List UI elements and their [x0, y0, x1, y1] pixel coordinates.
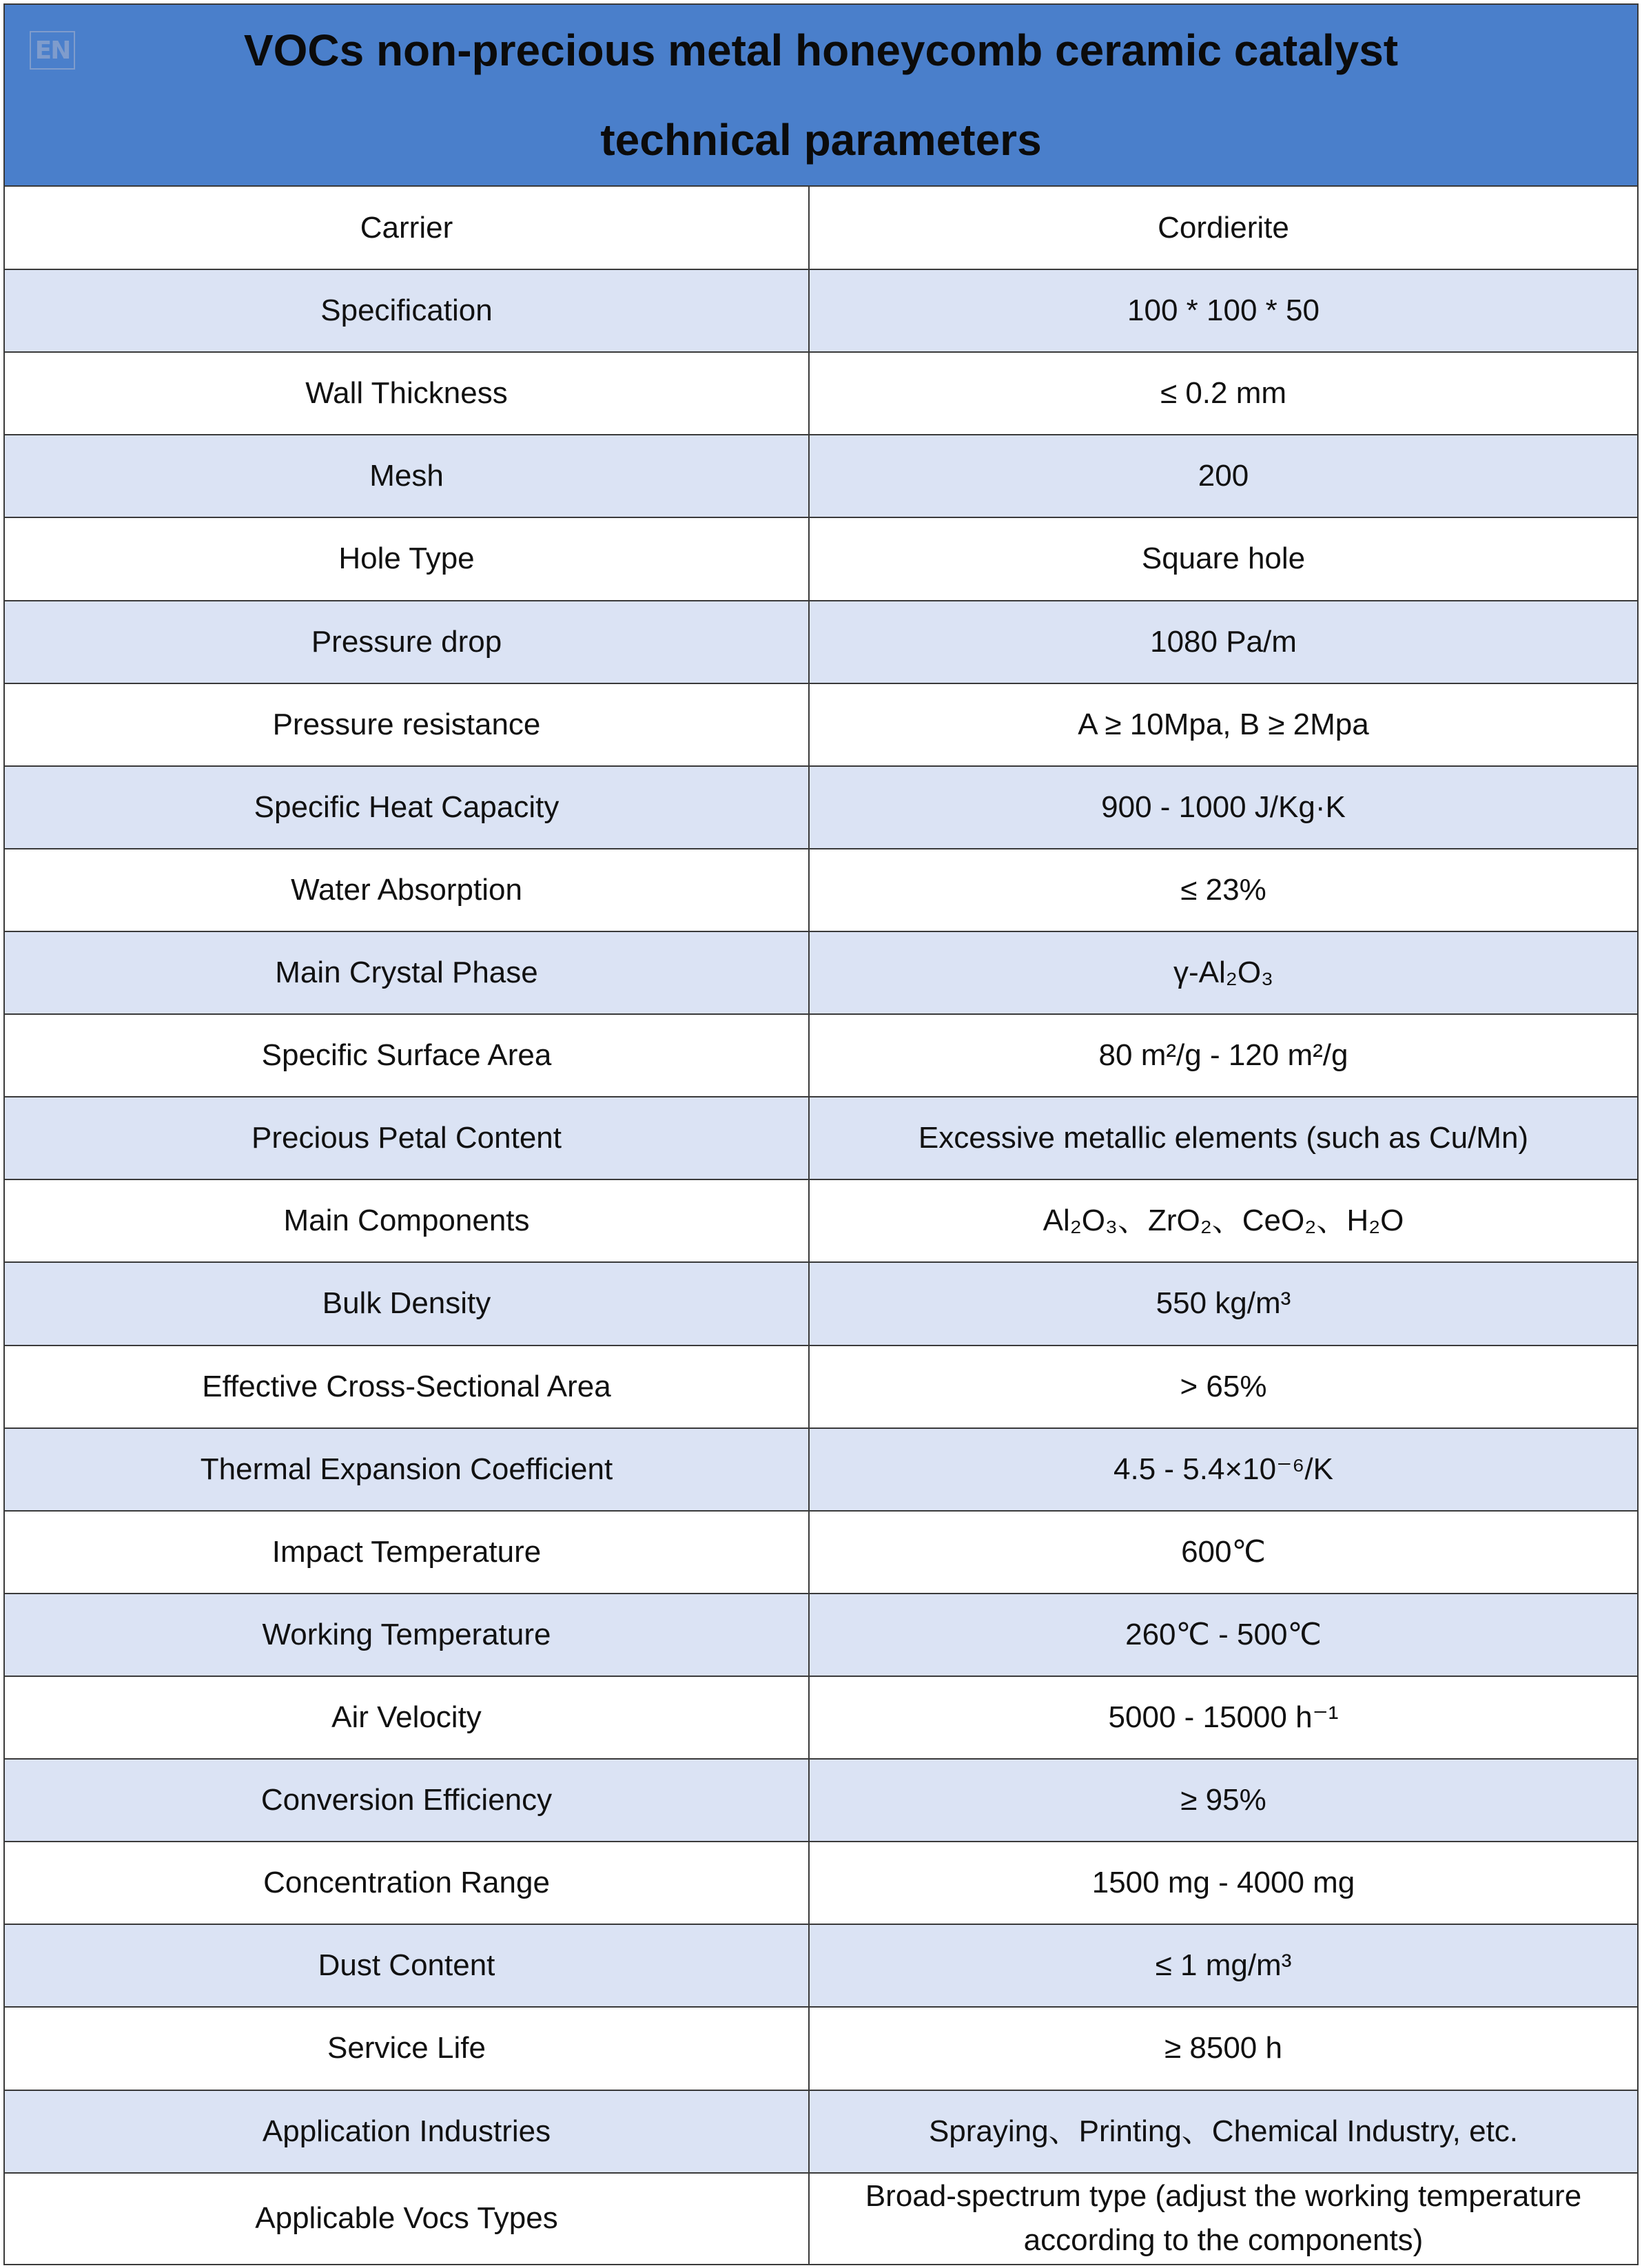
param-label: Working Temperature: [5, 1594, 809, 1676]
param-value: ≥ 95%: [809, 1759, 1637, 1842]
table-row: [5, 1097, 1637, 1179]
param-label: Carrier: [5, 187, 809, 269]
param-label: Conversion Efficiency: [5, 1759, 809, 1842]
param-label: Specification: [5, 269, 809, 352]
table-row: [5, 435, 1637, 517]
table-row: [5, 1924, 1637, 2007]
param-value: Cordierite: [809, 187, 1637, 269]
param-value: ≤ 1 mg/m³: [809, 1924, 1637, 2007]
param-label: Bulk Density: [5, 1262, 809, 1345]
param-label: Precious Petal Content: [5, 1097, 809, 1179]
table-row: [5, 269, 1637, 352]
param-label: Concentration Range: [5, 1842, 809, 1924]
table-row: [5, 683, 1637, 766]
table-row: [5, 1759, 1637, 1842]
param-label: Applicable Vocs Types: [5, 2173, 809, 2264]
table-row: [5, 931, 1637, 1014]
param-label: Specific Surface Area: [5, 1014, 809, 1097]
table-row: [5, 1262, 1637, 1345]
param-label: Thermal Expansion Coefficient: [5, 1428, 809, 1511]
param-value: Al₂O₃、ZrO₂、CeO₂、H₂O: [809, 1179, 1637, 1262]
param-label: Main Crystal Phase: [5, 931, 809, 1014]
param-value: 900 - 1000 J/Kg·K: [809, 766, 1637, 849]
table-row: [5, 766, 1637, 849]
param-label: Dust Content: [5, 1924, 809, 2007]
table-row: [5, 849, 1637, 931]
param-value: 600℃: [809, 1511, 1637, 1594]
table-row: [5, 1594, 1637, 1676]
title-line-1: VOCs non-precious metal honeycomb ceramic catalyst: [243, 25, 1399, 75]
param-value: 100 * 100 * 50: [809, 269, 1637, 352]
param-label: Application Industries: [5, 2090, 809, 2173]
table-row: [5, 517, 1637, 600]
param-value: 200: [809, 435, 1637, 517]
table-row: [5, 1676, 1637, 1759]
param-value: Excessive metallic elements (such as Cu/Mn): [809, 1097, 1637, 1179]
param-label: Pressure resistance: [5, 683, 809, 766]
param-label: Pressure drop: [5, 601, 809, 683]
param-value: 4.5 - 5.4×10⁻⁶/K: [809, 1428, 1637, 1511]
en-logo-icon: EN: [30, 31, 75, 70]
param-value: 1500 mg - 4000 mg: [809, 1842, 1637, 1924]
parameters-table: [5, 187, 1637, 2264]
table-row: [5, 352, 1637, 435]
table-row: [5, 2173, 1637, 2264]
table-row: [5, 187, 1637, 269]
table-row: [5, 1842, 1637, 1924]
param-value: Broad-spectrum type (adjust the working temperature according to the components): [809, 2173, 1637, 2264]
table-row: [5, 1428, 1637, 1511]
param-label: Wall Thickness: [5, 352, 809, 435]
title-banner: [5, 5, 1637, 187]
param-value: 80 m²/g - 120 m²/g: [809, 1014, 1637, 1097]
param-value: ≤ 23%: [809, 849, 1637, 931]
table-row: [5, 1511, 1637, 1594]
param-label: Specific Heat Capacity: [5, 766, 809, 849]
param-label: Effective Cross-Sectional Area: [5, 1346, 809, 1428]
param-value: γ-Al₂O₃: [809, 931, 1637, 1014]
param-value: 550 kg/m³: [809, 1262, 1637, 1345]
table-row: [5, 2007, 1637, 2090]
param-label: Hole Type: [5, 517, 809, 600]
param-label: Main Components: [5, 1179, 809, 1262]
param-label: Mesh: [5, 435, 809, 517]
param-value: 5000 - 15000 h⁻¹: [809, 1676, 1637, 1759]
table-row: [5, 1179, 1637, 1262]
table-row: [5, 1014, 1637, 1097]
table-row: [5, 1346, 1637, 1428]
param-value: Square hole: [809, 517, 1637, 600]
param-label: Service Life: [5, 2007, 809, 2090]
param-value: 260℃ - 500℃: [809, 1594, 1637, 1676]
param-value: ≥ 8500 h: [809, 2007, 1637, 2090]
param-label: Water Absorption: [5, 849, 809, 931]
parameter-sheet: [3, 3, 1639, 2265]
table-row: [5, 601, 1637, 683]
param-value: > 65%: [809, 1346, 1637, 1428]
param-value: 1080 Pa/m: [809, 601, 1637, 683]
param-label: Air Velocity: [5, 1676, 809, 1759]
table-row: [5, 2090, 1637, 2173]
title-line-2: technical parameters: [600, 115, 1042, 165]
param-value: Spraying、Printing、Chemical Industry, etc.: [809, 2090, 1637, 2173]
param-label: Impact Temperature: [5, 1511, 809, 1594]
param-value: A ≥ 10Mpa, B ≥ 2Mpa: [809, 683, 1637, 766]
param-value: ≤ 0.2 mm: [809, 352, 1637, 435]
